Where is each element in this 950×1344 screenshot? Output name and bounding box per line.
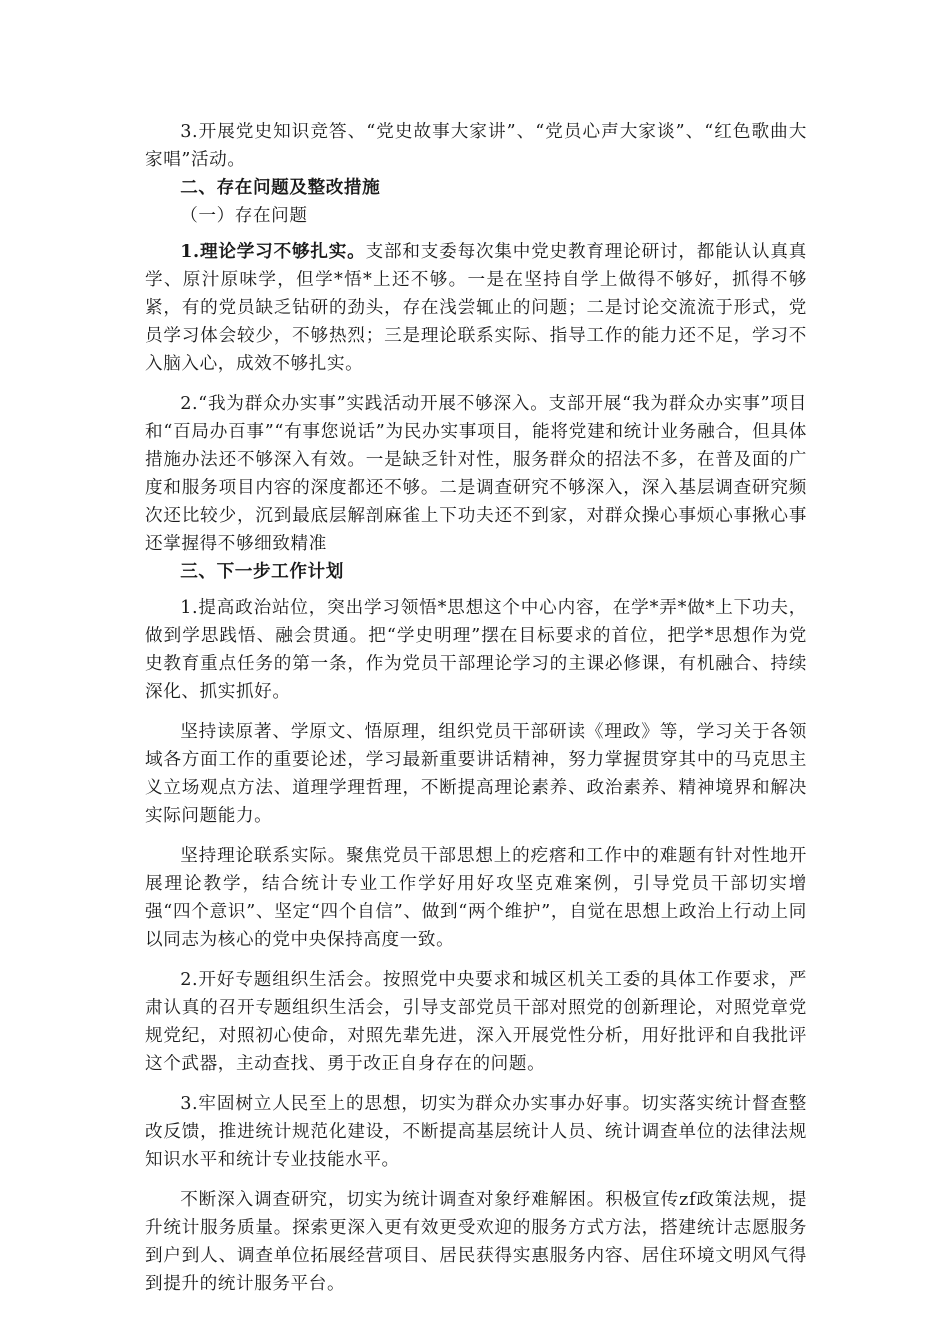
paragraph-plan-3-research: 不断深入调查研究，切实为统计调查对象纾难解困。积极宣传zf政策法规，提升统计服务质量。探索更深入更有效更受欢迎的服务方式方法，搭建统计志愿服务到户到人、调查单位拓展经营项目、居民获得实惠服务内容、居住环境文明风气得到提升的统计服务平台。: [145, 1190, 807, 1294]
subsection-heading-existing-problems: （一）存在问题: [180, 206, 308, 226]
section-heading-next-steps: 三、下一步工作计划: [180, 561, 344, 582]
document-page: [145, 118, 807, 1298]
paragraph-problem-1: [145, 238, 807, 378]
problem-1-body: 支部和支委每次集中党史教育理论研讨，都能认认真真学、原汁原味学，但学*悟*上还不够。一是在坚持自学上做得不够好，抓得不够紧，有的党员缺乏钻研的劲头，存在浅尝辄止的问题；二是讨论交流流于形式，党员学习体会较少，不够热烈；三是理论联系实际、指导工作的能力还不足，学习不入脑入心，成效不够扎实。: [145, 242, 808, 374]
paragraph-plan-3: 3.牢固树立人民至上的思想，切实为群众办实事办好事。切实落实统计督查整改反馈，推进统计规范化建设，不断提高基层统计人员、统计调查单位的法律法规知识水平和统计专业技能水平。: [145, 1094, 807, 1170]
paragraph-plan-1-reading: 坚持读原著、学原文、悟原理，组织党员干部研读《理政》等，学习关于各领域各方面工作的重要论述，学习最新重要讲话精神，努力掌握贯穿其中的马克思主义立场观点方法、道理学理哲理，不断提高理论素养、政治素养、精神境界和解决实际问题能力。: [145, 722, 807, 826]
problem-1-title: 1.理论学习不够扎实。: [180, 241, 366, 262]
paragraph-plan-1: 1.提高政治站位，突出学习领悟*思想这个中心内容，在学*弄*做*上下功夫，做到学思践悟、融会贯通。把“学史明理”摆在目标要求的首位，把学*思想作为党史教育重点任务的第一条，作为党员干部理论学习的主课必修课，有机融合、持续深化、抓实抓好。: [145, 598, 807, 702]
paragraph-plan-2: 2.开好专题组织生活会。按照党中央要求和城区机关工委的具体工作要求，严肃认真的召开专题组织生活会，引导支部党员干部对照党的创新理论，对照党章党规党纪，对照初心使命，对照先辈先进，深入开展党性分析，用好批评和自我批评这个武器，主动查找、勇于改正自身存在的问题。: [145, 970, 807, 1074]
paragraph-activity-3: 3.开展党史知识竞答、“党史故事大家讲”、“党员心声大家谈”、“红色歌曲大家唱”活动。: [145, 122, 807, 170]
paragraph-plan-1-practice: 坚持理论联系实际。聚焦党员干部思想上的疙瘩和工作中的难题有针对性地开展理论教学，结合统计专业工作学好用好攻坚克难案例，引导党员干部切实增强“四个意识”、坚定“四个自信”、做到“两个维护”，自觉在思想上政治上行动上同以同志为核心的党中央保持高度一致。: [145, 846, 807, 950]
paragraph-problem-2: 2.“我为群众办实事”实践活动开展不够深入。支部开展“我为群众办实事”项目和“百局办百事”“有事您说话”为民办实事项目，能将党建和统计业务融合，但具体措施办法还不够深入有效。一是缺乏针对性，服务群众的招法不多，在普及面的广度和服务项目内容的深度都还不够。二是调查研究不够深入，深入基层调查研究频次还比较少，沉到最底层解剖麻雀上下功夫还不到家，对群众操心事烦心事揪心事还掌握得不够细致精准: [145, 394, 807, 554]
section-heading-problems: 二、存在问题及整改措施: [180, 177, 381, 198]
